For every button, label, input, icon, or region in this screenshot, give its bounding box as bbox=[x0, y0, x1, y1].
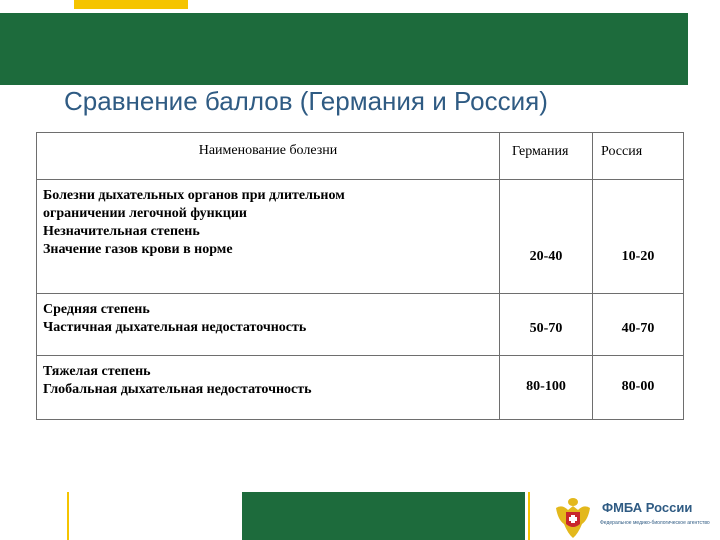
russia-score-cell bbox=[593, 294, 684, 356]
disease-line: Болезни дыхательных органов при длительном bbox=[43, 188, 345, 203]
disease-name-cell bbox=[37, 180, 500, 294]
column-header-disease: Наименование болезни bbox=[37, 133, 500, 180]
germany-score: 20-40 bbox=[529, 249, 563, 264]
russia-score-cell bbox=[593, 180, 684, 294]
header-band bbox=[0, 13, 688, 85]
disease-line: Средняя степень bbox=[43, 302, 150, 317]
page-title: Сравнение баллов (Германия и Россия) bbox=[64, 86, 548, 116]
disease-name-cell bbox=[37, 356, 500, 420]
top-accent-bar bbox=[74, 0, 188, 9]
column-header-russia: Россия bbox=[593, 133, 684, 180]
russia-score: 40-70 bbox=[621, 321, 655, 336]
disease-line: Тяжелая степень bbox=[43, 364, 151, 379]
disease-line: Частичная дыхательная недостаточность bbox=[43, 320, 307, 335]
table-row bbox=[37, 294, 684, 356]
footer-accent-line-right bbox=[528, 492, 530, 540]
germany-score: 50-70 bbox=[529, 321, 563, 336]
logo-name: ФМБА России bbox=[602, 500, 693, 515]
disease-name-cell bbox=[37, 294, 500, 356]
table-header-row bbox=[37, 133, 684, 180]
russia-score: 10-20 bbox=[621, 249, 655, 264]
disease-line: Значение газов крови в норме bbox=[43, 242, 233, 257]
russia-score-cell bbox=[593, 356, 684, 420]
germany-score-cell bbox=[500, 180, 593, 294]
germany-score: 80-100 bbox=[526, 379, 566, 394]
germany-score-cell bbox=[500, 294, 593, 356]
germany-score-cell bbox=[500, 356, 593, 420]
disease-line: Незначительная степень bbox=[43, 224, 200, 239]
russia-score: 80-00 bbox=[621, 379, 655, 394]
table-row bbox=[37, 356, 684, 420]
column-header-germany: Германия bbox=[500, 133, 593, 180]
footer-band bbox=[242, 492, 525, 540]
footer-accent-line-left bbox=[67, 492, 69, 540]
disease-line: ограничении легочной функции bbox=[43, 206, 247, 221]
eagle-emblem-icon bbox=[552, 494, 594, 540]
logo-subtitle: Федеральное медико-биологическое агентство bbox=[600, 520, 710, 526]
disease-line: Глобальная дыхательная недостаточность bbox=[43, 382, 312, 397]
comparison-table bbox=[36, 132, 684, 420]
table-row bbox=[37, 180, 684, 294]
